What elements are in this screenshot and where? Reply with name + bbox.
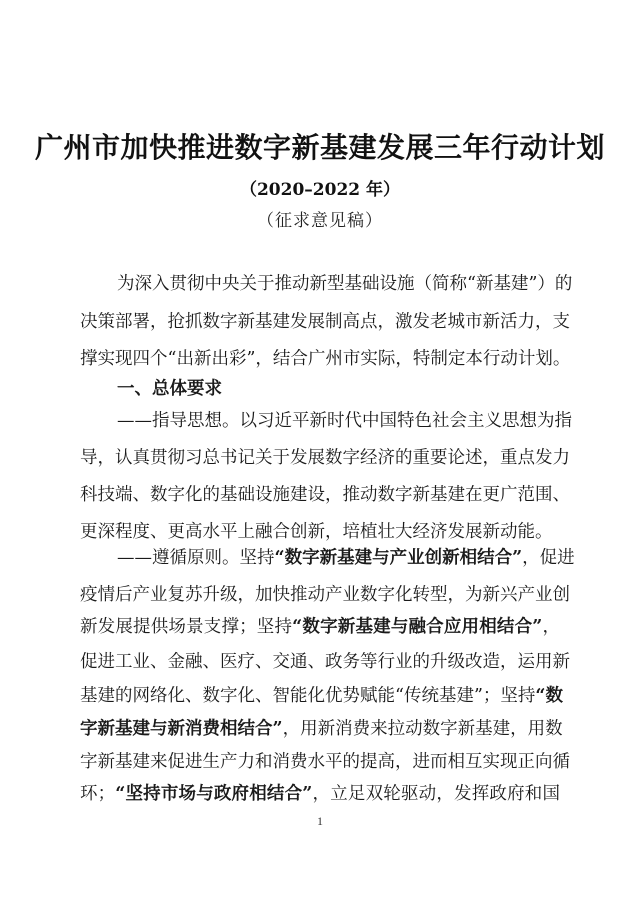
paragraph-line: 促进工业、金融、医疗、交通、政务等行业的升级改造，运用新 xyxy=(80,652,570,672)
document-subtitle: （2020–2022 年） xyxy=(239,180,401,200)
paragraph-line: 更深程度、更高水平上融合创新，培植壮大经济发展新动能。 xyxy=(80,522,553,542)
paragraph-line: ——遵循原则。坚持“数字新基建与产业创新相结合”，促进 xyxy=(117,548,575,568)
principle-emphasis: “数字新基建与产业创新相结合” xyxy=(274,548,523,568)
paragraph-line: 撑实现四个“出新出彩”，结合广州市实际，特制定本行动计划。 xyxy=(80,349,571,369)
paragraph-line: 科技端、数字化的基础设施建设，推动数字新基建在更广范围、 xyxy=(80,485,570,505)
paragraph-line: 决策部署，抢抓数字新基建发展制高点，激发老城市新活力，支 xyxy=(80,312,570,332)
paragraph-line: 疫情后产业复苏升级，加快推动产业数字化转型，为新兴产业创 xyxy=(80,585,570,605)
principle-emphasis: “坚持市场与政府相结合” xyxy=(115,784,313,804)
paragraph-line: 基建的网络化、数字化、智能化优势赋能“传统基建”；坚持“数 xyxy=(80,686,563,706)
paragraph-line: 字新基建与新消费相结合”，用新消费来拉动数字新基建，用数 xyxy=(80,719,563,739)
principle-emphasis: “数 xyxy=(535,686,563,706)
principle-emphasis: 字新基建与新消费相结合” xyxy=(80,719,283,739)
page-number: 1 xyxy=(317,814,323,828)
paragraph-line: 字新基建来促进生产力和消费水平的提高，进而相互实现正向循 xyxy=(80,752,570,772)
principle-emphasis: “数字新基建与融合应用相结合” xyxy=(292,617,543,637)
document-title: 广州市加快推进数字新基建发展三年行动计划 xyxy=(34,131,605,164)
paragraph-line: 环；“坚持市场与政府相结合”，立足双轮驱动，发挥政府和国 xyxy=(80,784,560,804)
paragraph-line: 为深入贯彻中央关于推动新型基础设施（简称“新基建”）的 xyxy=(117,274,573,294)
paragraph-line: 导，认真贯彻习总书记关于发展数字经济的重要论述，重点发力 xyxy=(80,448,570,468)
paragraph-line: 新发展提供场景支撑；坚持“数字新基建与融合应用相结合”， xyxy=(80,617,561,637)
draft-note: （征求意见稿） xyxy=(257,211,383,231)
paragraph-line: ——指导思想。以习近平新时代中国特色社会主义思想为指 xyxy=(117,411,572,431)
section-heading: 一、总体要求 xyxy=(117,379,222,399)
